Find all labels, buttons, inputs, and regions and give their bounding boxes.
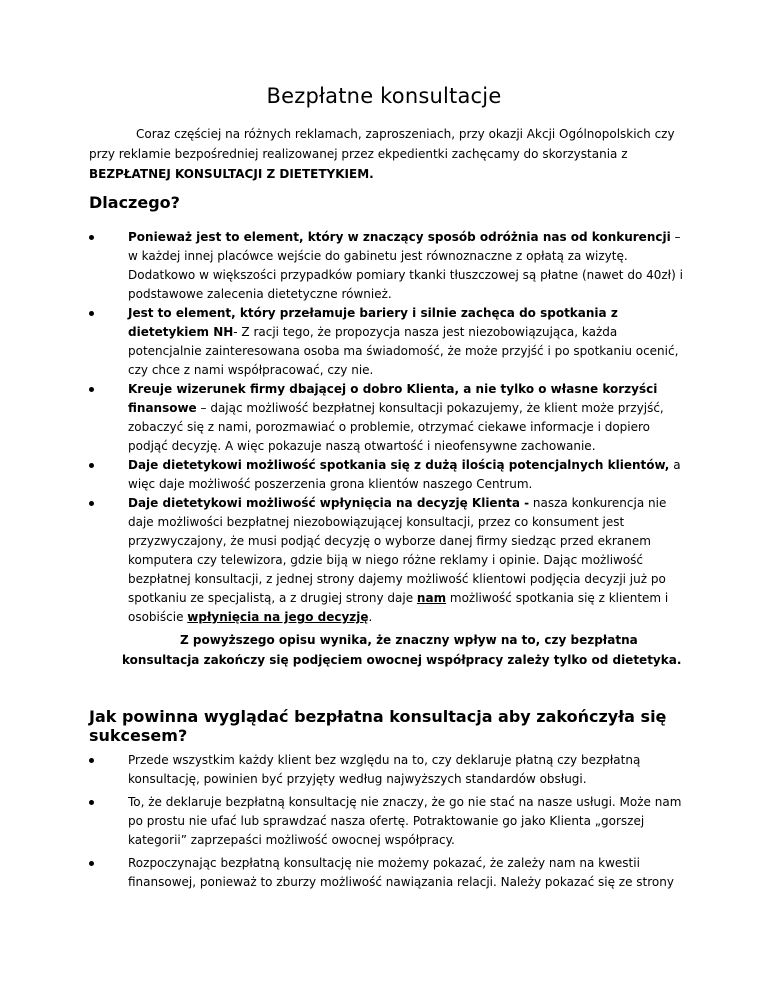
item-text: To, że deklaruje bezpłatną konsultację nie znaczy, że go nie stać na nasze usługi. Może nam po prostu nie ufać lub sprawdzać nasza ofertę. Potraktowanie go jako Klienta „gorszej kategorii” zaprzepaści możliwość owocnej współpracy. xyxy=(128,795,682,847)
intro-paragraph xyxy=(89,124,689,184)
conclusion-paragraph: Z powyższego opisu wynika, że znaczny wpływ na to, czy bezpłatna konsultacja zakończy się podjęciem owocnej współpracy zależy tylko od dietetyka. xyxy=(122,633,682,667)
item-bold-text: Daje dietetykowi możliwość spotkania się z dużą ilością potencjalnych klientów, xyxy=(128,458,670,472)
list-item xyxy=(89,456,689,494)
list-item xyxy=(89,751,689,789)
item-text: możliwość spotkania się z klientem i osobiście xyxy=(128,591,669,624)
item-bold-text: Kreuje wizerunek firmy dbającej o dobro Klienta, a nie tylko o własne korzyści finansowe xyxy=(128,382,658,415)
item-text: – dając możliwość bezpłatnej konsultacji pokazujemy, że klient może przyjść, zobaczyć się z nami, porozmawiać o problemie, otrzymać ciekawe informacje i dopiero podjąć decyzję. A więc pokazuje naszą otwartość i nieofensywne zachowanie. xyxy=(128,401,664,453)
item-text: Przede wszystkim każdy klient bez względu na to, czy deklaruje płatną czy bezpłatną konsultację, powinien być przyjęty według najwyższych standardów obsługi. xyxy=(128,753,641,786)
list-item xyxy=(89,380,689,456)
bullet-icon xyxy=(89,800,94,805)
bullet-icon xyxy=(89,311,94,316)
item-bold-text: Daje dietetykowi możliwość wpłynięcia na decyzję Klienta - xyxy=(128,496,530,510)
intro-bold-text: BEZPŁATNEJ KONSULTACJI Z DIETETYKIEM. xyxy=(89,167,374,181)
bullet-icon xyxy=(89,861,94,866)
item-text: nasza konkurencja nie daje możliwości bezpłatnej niezobowiązującej konsultacji, przez co konsument jest przyzwyczajony, że musi podjąć decyzję o wyborze danej firmy siedząc przed ekranem komputera czy telewizora, gdzie biją w niego różne reklamy i opinie. Dając możliwość bezpłatnej konsultacji, z jednej strony dajemy możliwość klientowi podjęcia decyzji już po spotkaniu ze specjalistą, a z drugiej strony daje xyxy=(128,496,667,605)
item-text: - Z racji tego, że propozycja nasza jest niezobowiązująca, każda potencjalnie zainteresowana osoba ma świadomość, że może przyjść i po spotkaniu ocenić, czy chce z nami współpracować, czy nie. xyxy=(128,325,679,377)
list-item xyxy=(89,854,689,892)
item-text: Rozpoczynając bezpłatną konsultację nie możemy pokazać, że zależy nam na kwestii finansowej, ponieważ to zburzy możliwość nawiązania relacji. Należy pokazać się ze strony xyxy=(128,856,674,889)
list-item xyxy=(89,228,689,304)
item-text: . xyxy=(368,610,373,624)
bullet-icon xyxy=(89,758,94,763)
section-heading-why: Dlaczego? xyxy=(89,193,180,212)
item-bold-text: Ponieważ jest to element, który w znaczący sposób odróżnia nas od konkurencji xyxy=(128,230,671,244)
underlined-text: nam xyxy=(416,591,447,605)
intro-text: Coraz częściej na różnych reklamach, zaproszeniach, przy okazji Akcji Ogólnopolskich czy przy reklamie bezpośredniej realizowanej przez ekpedientki zachęcamy do skorzystania z xyxy=(89,127,675,161)
why-bullet-list xyxy=(89,228,689,627)
bullet-icon xyxy=(89,387,94,392)
section-heading-how: Jak powinna wyglądać bezpłatna konsultacja aby zakończyła się sukcesem? xyxy=(89,707,667,745)
item-text: a więc daje możliwość poszerzenia grona klientów naszego Centrum. xyxy=(128,458,681,491)
bullet-icon xyxy=(89,463,94,468)
item-text: – w każdej innej placówce wejście do gabinetu jest równoznaczne z opłatą za wizytę. Dodatkowo w większości przypadków pomiary tkanki tłuszczowej są płatne (nawet do 40zł) i podstawowe zalecenia dietetyczne również. xyxy=(128,230,683,301)
list-item xyxy=(89,793,689,850)
underlined-text: wpłynięcia na jego decyzję xyxy=(187,610,369,624)
bullet-icon xyxy=(89,235,94,240)
bullet-icon xyxy=(89,501,94,506)
list-item xyxy=(89,304,689,380)
list-item xyxy=(89,494,689,627)
document-title: Bezpłatne konsultacje xyxy=(266,84,502,108)
how-bullet-list xyxy=(89,751,689,896)
item-bold-text: Jest to element, który przełamuje bariery i silnie zachęca do spotkania z dietetykiem NH xyxy=(128,306,618,339)
